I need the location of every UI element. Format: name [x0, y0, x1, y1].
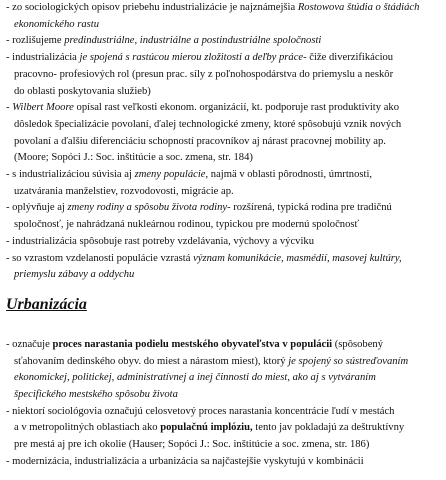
text-line: (Moore; Sopóci J.: Soc. inštitúcie a soc. zmena, str. 184) — [14, 152, 253, 164]
text-line: - modernizácia, industrializácia a urbanizácia sa najčastejšie vyskytujú v kombinácii — [6, 455, 364, 467]
bullet-communication — [6, 251, 442, 284]
bullet-family — [6, 200, 442, 233]
text: - označuje — [6, 338, 53, 350]
text: - rozšírená, typická rodina pre tradičnú — [227, 202, 392, 214]
bullet-modernization — [6, 454, 442, 471]
text-line: uzatvárania manželstiev, rozvodovosti, migrácie ap. — [14, 185, 234, 197]
italic-text: je spojený so sústreďovaním — [288, 355, 409, 367]
text: - — [6, 102, 13, 114]
text: , najmä v oblasti pôrodnosti, úmrtnosti, — [205, 169, 373, 181]
text: (spôsobený — [332, 338, 384, 350]
bold-text: populačnú implóziu, — [160, 422, 253, 434]
bullet-education — [6, 234, 442, 251]
text-line: pre mestá aj pre ich okolie (Hauser; Sopóci J.: Soc. inštitúcie a soc. zmena, str. 186) — [14, 439, 370, 451]
bullet-societies — [6, 33, 442, 50]
text: opísal rast veľkosti ekonom. organizácií, kt. podporuje rast produktivity ako — [73, 102, 399, 114]
bullet-population-implosion — [6, 404, 442, 454]
italic-text: priemyslu zábavy a oddychu — [14, 269, 135, 281]
text: čiže diverzifikáciou — [306, 52, 394, 64]
text: - industrializácia — [6, 52, 80, 64]
italic-text: Wilbert Moore — [12, 102, 74, 114]
bullet-moore — [6, 100, 442, 167]
bold-text: proces narastania podielu mestského obyvateľstva v populácii — [52, 338, 333, 350]
text-line: dôsledok špecializácie povolaní, ďalej technologické zmeny, ktoré spôsobujú vznik nových — [14, 118, 402, 130]
text: sťahovaním dedinského obyv. do miest a nárastom miest), ktorý — [14, 355, 289, 367]
bullet-rostow — [6, 0, 442, 33]
bullet-industrialization-complexity — [6, 50, 442, 100]
text-line: - niektorí sociológovia označujú celosvetový proces narastania koncentrácie ľudí v mestách — [6, 405, 395, 417]
italic-text: predindustriálne, industriálne a postindustriálne spoločnosti — [64, 35, 322, 47]
italic-text: ekonomickej, politickej, administratívnej a inej činnosti do miest, ako aj s vytváraním — [14, 372, 376, 384]
italic-text: ekonomického rastu — [14, 18, 100, 30]
italic-text: zmeny populácie — [134, 169, 206, 181]
italic-text: je spojená s rastúcou mierou zložitosti a deľby práce- — [79, 52, 307, 64]
italic-text: špecifického mestského spôsobu života — [14, 389, 178, 401]
text: - oplývňuje aj — [6, 202, 68, 214]
italic-text: zmeny rodiny a spôsobu života rodiny — [67, 202, 228, 214]
italic-text: Rostowova štúdia o štádiách — [297, 2, 420, 13]
text-line: pracovno- profesiových rol (presun prac. síly z poľnohospodárstva do priemyslu a neskôr — [14, 68, 394, 80]
text: tento jav pokladajú za deštruktívny — [252, 422, 405, 434]
section-heading-urbanization: Urbanizácia — [6, 295, 87, 313]
text-line: spoločnosť, je nahrádzaná nukleárnou rodinou, typickou pre modernú spoločnosť — [14, 219, 360, 231]
text: - so vzrastom vzdelanosti populácie vzrastá — [6, 252, 194, 264]
text-line: - industrializácia spôsobuje rast potreby vzdelávania, výchovy a výcviku — [6, 235, 315, 247]
text: - rozlišujeme — [6, 35, 65, 47]
bullet-population — [6, 167, 442, 200]
text-line: povolaní a ďalšiu diferenciáciu schopností pracovníkov aj nárast pracovnej mobility ap. — [14, 135, 386, 147]
text: a v metropolitných oblastiach ako — [14, 422, 161, 434]
text: - zo sociologických opisov priebehu industrializácie je najznámejšia — [6, 2, 298, 13]
text: - s industrializáciou súvisia aj — [6, 169, 135, 181]
text-line: do oblasti poskytovania služieb) — [14, 85, 151, 97]
bullet-urbanization-definition — [6, 337, 442, 404]
italic-text: význam komunikácie, masmédií, masovej kultúry, — [193, 252, 402, 264]
